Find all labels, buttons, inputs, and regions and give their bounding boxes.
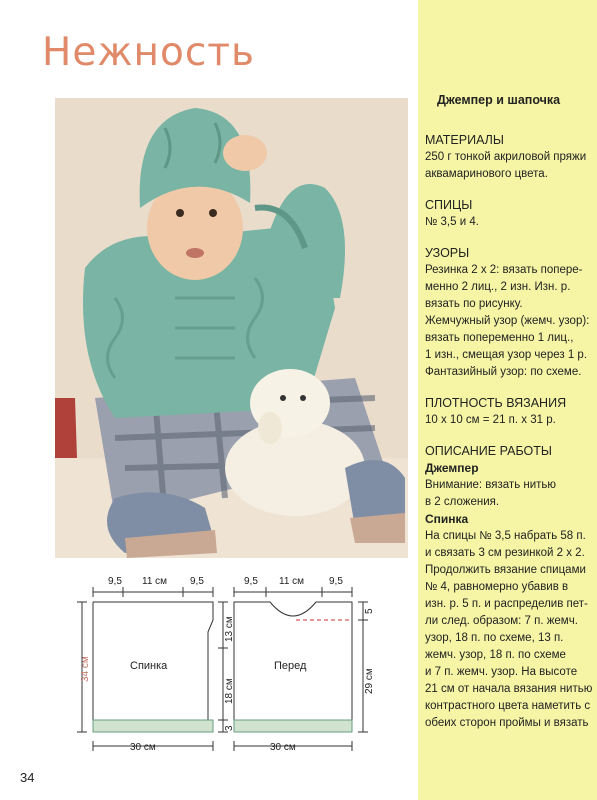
patterns-line: Жемчужный узор (жемч. узор):	[425, 315, 590, 327]
note-line: Внимание: вязать нитью	[425, 479, 557, 491]
baby-photo	[55, 98, 408, 558]
dim-armhole: 13 см	[224, 616, 235, 642]
dim-width: 30 см	[130, 742, 156, 753]
back-line: ли след. образом: 7 п. жемч.	[425, 615, 578, 627]
patterns-line: менно 2 лиц., 2 изн. Изн. р.	[425, 281, 571, 293]
patterns-line: Резинка 2 х 2: вязать попере-	[425, 264, 583, 276]
dim-top-left: 9,5	[244, 576, 258, 587]
materials-line: аквамаринового цвета.	[425, 168, 548, 180]
back-line: обеих сторон проймы и вязать	[425, 717, 589, 729]
patterns-line: Фантазийный узор: по схеме.	[425, 366, 582, 378]
back-line: изн. р. 5 п. и распределив пет-	[425, 598, 588, 610]
materials-heading: МАТЕРИАЛЫ	[425, 133, 504, 147]
density-heading: ПЛОТНОСТЬ ВЯЗАНИЯ	[425, 396, 567, 410]
back-line: контрастного цвета наметить с	[425, 700, 591, 712]
back-line: и 7 п. жемч. узор. На высоте	[425, 666, 578, 678]
instructions-text	[425, 132, 593, 732]
note-line: в 2 сложения.	[425, 496, 500, 508]
patterns-line: вязать по рисунку.	[425, 298, 523, 310]
article-subtitle: Джемпер и шапочка	[437, 93, 561, 107]
dim-top-right: 9,5	[190, 576, 204, 587]
materials-line: 250 г тонкой акриловой пряжи	[425, 151, 587, 163]
dim-rib: 3	[224, 725, 235, 731]
dim-front-height: 29 см	[364, 668, 375, 694]
jumper-heading: Джемпер	[425, 461, 479, 475]
work-heading: ОПИСАНИЕ РАБОТЫ	[425, 444, 552, 458]
page-title: Нежность	[42, 30, 255, 75]
back-heading: Спинка	[425, 512, 469, 526]
dim-neck: 5	[364, 608, 375, 614]
patterns-line: 1 изн., смещая узор через 1 р.	[425, 349, 588, 361]
page-number: 34	[20, 770, 35, 785]
back-line: Продолжить вязание спицами	[425, 564, 586, 576]
dim-top-mid: 11 см	[279, 576, 305, 587]
back-line: узор, 18 п. по схеме, 13 п.	[425, 632, 564, 644]
needles-line: № 3,5 и 4.	[425, 216, 479, 228]
patterns-line: вязать попеременно 1 лиц.,	[425, 332, 574, 344]
dim-top-mid: 11 см	[142, 576, 168, 587]
back-piece-label: Спинка	[130, 660, 168, 672]
dim-body: 18 см	[224, 678, 235, 704]
dim-top-right: 9,5	[329, 576, 343, 587]
back-line: 21 см от начала вязания нитью	[425, 683, 593, 695]
density-line: 10 х 10 см = 21 п. х 31 р.	[425, 414, 556, 426]
back-line: жемч. узор, 18 п. по схеме	[425, 649, 566, 661]
needles-heading: СПИЦЫ	[425, 198, 473, 212]
pattern-diagram	[60, 570, 390, 755]
front-piece-label: Перед	[274, 660, 307, 672]
patterns-heading: УЗОРЫ	[425, 246, 470, 260]
back-line: № 4, равномерно убавив в	[425, 581, 569, 593]
back-line: и связать 3 см резинкой 2 х 2.	[425, 547, 585, 559]
back-line: На спицы № 3,5 набрать 58 п.	[425, 530, 586, 542]
dim-width: 30 см	[270, 742, 296, 753]
dim-left-height: 34 см	[80, 656, 91, 682]
dim-top-left: 9,5	[108, 576, 122, 587]
